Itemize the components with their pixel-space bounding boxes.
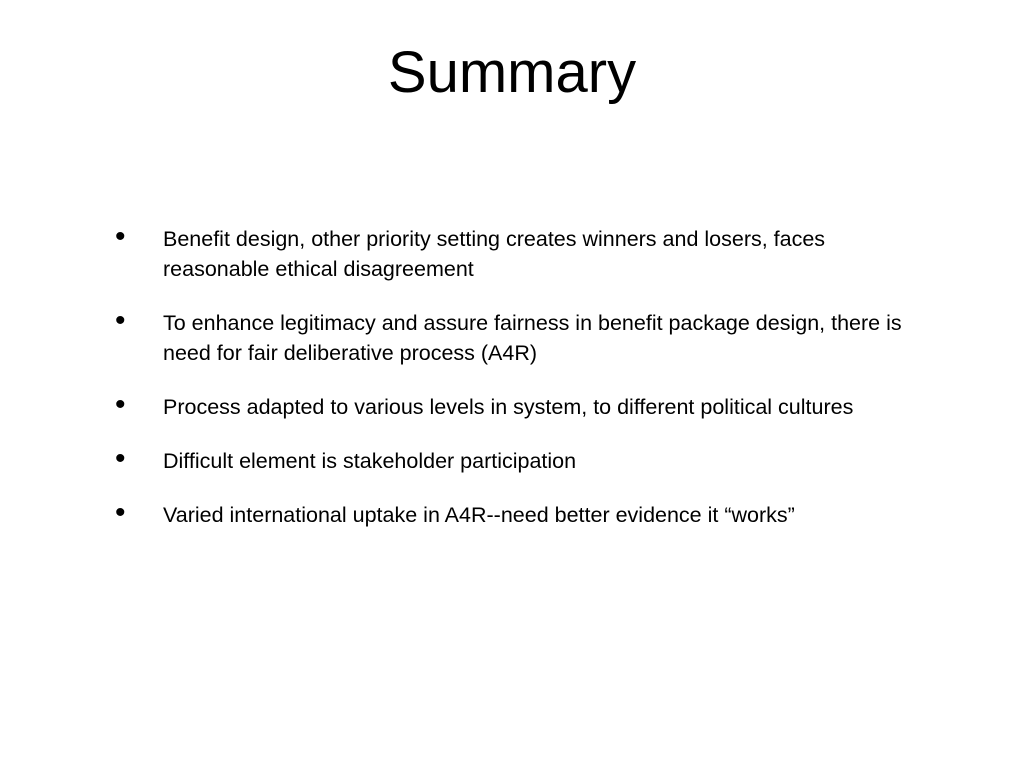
- bullet-dot-icon: •: [115, 220, 126, 253]
- bullet-text: Varied international uptake in A4R--need better evidence it “works”: [163, 503, 795, 527]
- bullet-text: Benefit design, other priority setting creates winners and losers, faces reasonable ethical disagreement: [163, 227, 826, 281]
- bullet-item: [115, 388, 915, 422]
- bullet-dot-icon: •: [115, 304, 126, 337]
- bullet-item: [115, 220, 915, 284]
- slide-title: Summary: [387, 40, 637, 105]
- bullet-list: [115, 220, 915, 554]
- bullet-text: Process adapted to various levels in system, to different political cultures: [163, 395, 854, 419]
- bullet-dot-icon: •: [115, 496, 126, 529]
- bullet-text: Difficult element is stakeholder participation: [163, 449, 577, 473]
- bullet-item: [115, 496, 915, 530]
- bullet-item: [115, 304, 915, 368]
- bullet-item: [115, 442, 915, 476]
- bullet-dot-icon: •: [115, 388, 126, 421]
- bullet-text: To enhance legitimacy and assure fairness in benefit package design, there is need for fair deliberative process (A4R): [163, 311, 902, 365]
- bullet-dot-icon: •: [115, 442, 126, 475]
